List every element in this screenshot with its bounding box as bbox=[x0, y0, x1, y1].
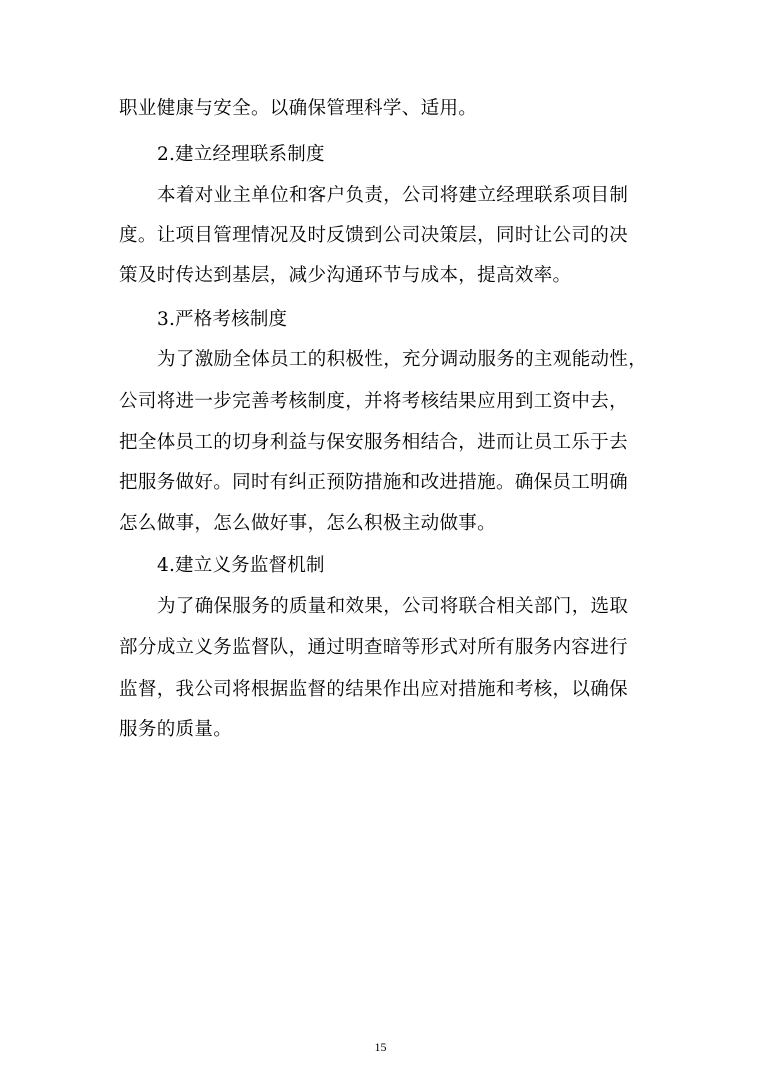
paragraph-line: 策及时传达到基层，减少沟通环节与成本，提高效率。 bbox=[119, 265, 572, 286]
paragraph-line: 服务的质量。 bbox=[119, 719, 233, 740]
paragraph-line: 为了确保服务的质量和效果，公司将联合相关部门，选取 bbox=[157, 596, 629, 617]
paragraph-line: 公司将进一步完善考核制度，并将考核结果应用到工资中去， bbox=[119, 391, 628, 412]
section-heading: 2.建立经理联系制度 bbox=[157, 144, 325, 165]
section-heading: 4.建立义务监督机制 bbox=[157, 555, 325, 576]
paragraph-line: 监督，我公司将根据监督的结果作出应对措施和考核，以确保 bbox=[119, 679, 628, 700]
paragraph-line: 把全体员工的切身利益与保安服务相结合，进而让员工乐于去 bbox=[119, 432, 628, 453]
section-heading: 3.严格考核制度 bbox=[157, 309, 288, 330]
paragraph-line: 部分成立义务监督队，通过明查暗等形式对所有服务内容进行 bbox=[119, 637, 628, 658]
paragraph-line: 度。让项目管理情况及时反馈到公司决策层，同时让公司的决 bbox=[119, 225, 628, 246]
paragraph-line: 怎么做事，怎么做好事，怎么积极主动做事。 bbox=[119, 513, 497, 534]
paragraph-line: 职业健康与安全。以确保管理科学、适用。 bbox=[119, 98, 478, 119]
paragraph-line: 本着对业主单位和客户负责，公司将建立经理联系项目制 bbox=[157, 185, 629, 206]
paragraph-line: 把服务做好。同时有纠正预防措施和改进措施。确保员工明确 bbox=[119, 472, 628, 493]
page-number: 15 bbox=[374, 1040, 387, 1054]
paragraph-line: 为了激励全体员工的积极性，充分调动服务的主观能动性， bbox=[157, 349, 648, 370]
